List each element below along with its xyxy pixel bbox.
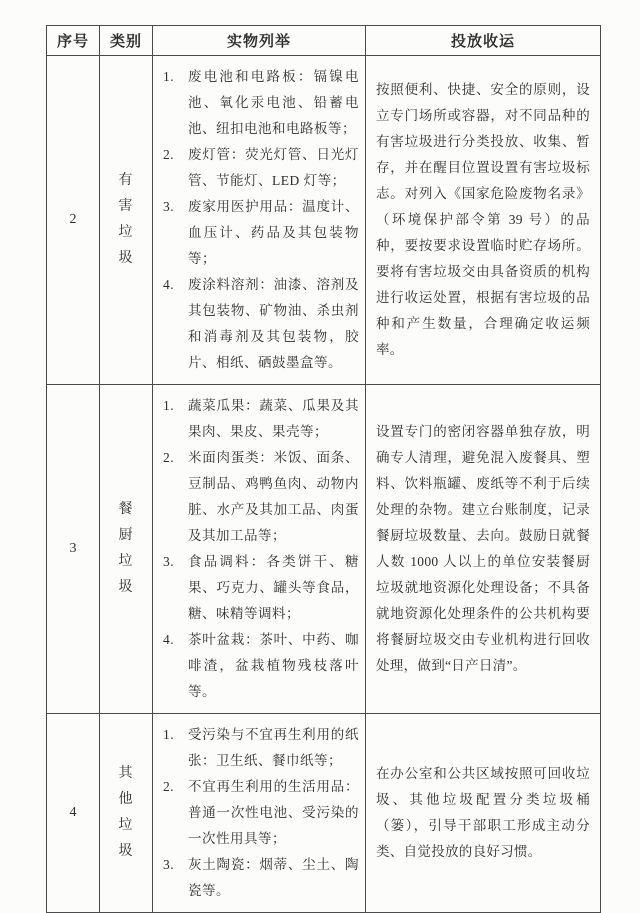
disposal-text: 在办公室和公共区域按照可回收垃圾、其他垃圾配置分类垃圾桶（篓），引导干部职工形成主动分类、自觉投放的良好习惯。: [376, 766, 590, 859]
list-item: 蔬菜瓜果：蔬菜、瓜果及其果肉、果皮、果壳等；: [188, 398, 359, 439]
category-cell: [100, 385, 153, 714]
list-item: 受污染与不宜再生利用的纸张：卫生纸、餐巾纸等；: [188, 727, 359, 768]
item-examples-cell: [153, 714, 366, 913]
disposal-cell: [366, 385, 601, 714]
header-item-examples: 实物列举: [153, 26, 366, 56]
header-serial-number: 序号: [47, 26, 100, 56]
list-item: 不宜再生利用的生活用品：普通一次性电池、受污染的一次性用具等；: [188, 779, 359, 846]
waste-classification-table: [46, 25, 601, 913]
serial-number: 3: [47, 385, 100, 714]
list-item: 食品调料：各类饼干、糖果、巧克力、罐头等食品，糖、味精等调料；: [188, 554, 359, 621]
list-item: 米面肉蛋类：米饭、面条、豆制品、鸡鸭鱼肉、动物内脏、水产及其加工品、肉蛋及其加工品等；: [188, 450, 359, 543]
serial-number: 4: [47, 714, 100, 913]
header-category: 类别: [100, 26, 153, 56]
list-item: 废灯管：荧光灯管、日光灯管、节能灯、LED 灯等；: [188, 147, 359, 188]
category-label: 餐厨垃圾: [118, 502, 134, 595]
serial-number: 2: [47, 56, 100, 385]
list-item: 废涂料溶剂：油漆、溶剂及其包装物、矿物油、杀虫剂和消毒剂及其包装物，胶片、相纸、硒鼓墨盒等。: [188, 277, 359, 370]
table-row-kitchen-waste: [47, 385, 601, 714]
category-cell: [100, 56, 153, 385]
item-examples-list: [161, 393, 359, 705]
disposal-cell: [366, 56, 601, 385]
item-examples-list: [161, 64, 359, 376]
category-label: 其他垃圾: [118, 766, 134, 859]
header-disposal-collection: 投放收运: [366, 26, 601, 56]
item-examples-list: [161, 722, 359, 904]
table-row-other-waste: [47, 714, 601, 913]
list-item: 茶叶盆栽：茶叶、中药、咖啡渣，盆栽植物残枝落叶等。: [188, 632, 359, 699]
disposal-cell: [366, 714, 601, 913]
disposal-text: 按照便利、快捷、安全的原则，设立专门场所或容器，对不同品种的有害垃圾进行分类投放、收集、暂存，并在醒目位置设置有害垃圾标志。对列入《国家危险废物名录》（环境保护部令第 39 号）的品种，要按要求设置临时贮存场所。要将有害垃圾交由具备资质的机构进行收运处置，根据有害垃圾的品种和产生数量，合理确定收运频率。: [376, 82, 590, 357]
category-cell: [100, 714, 153, 913]
category-label: 有害垃圾: [118, 173, 134, 266]
item-examples-cell: [153, 385, 366, 714]
list-item: 废家用医护用品：温度计、血压计、药品及其包装物等；: [188, 199, 359, 266]
table-header-row: [47, 26, 601, 56]
item-examples-cell: [153, 56, 366, 385]
list-item: 灰土陶瓷：烟蒂、尘土、陶瓷等。: [188, 857, 359, 898]
disposal-text: 设置专门的密闭容器单独存放，明确专人清理，避免混入废餐具、塑料、饮料瓶罐、废纸等不利于后续处理的杂物。建立台账制度，记录餐厨垃圾数量、去向。鼓励日就餐人数 1000 人以上的单位安装餐厨垃圾就地资源化处理设备；不具备就地资源化处理条件的公共机构要将餐厨垃圾交由专业机构进行回收处理，做到“日产日清”。: [376, 424, 590, 673]
list-item: 废电池和电路板：镉镍电池、氧化汞电池、铅蓄电池、纽扣电池和电路板等；: [188, 69, 359, 136]
table-row-hazardous-waste: [47, 56, 601, 385]
